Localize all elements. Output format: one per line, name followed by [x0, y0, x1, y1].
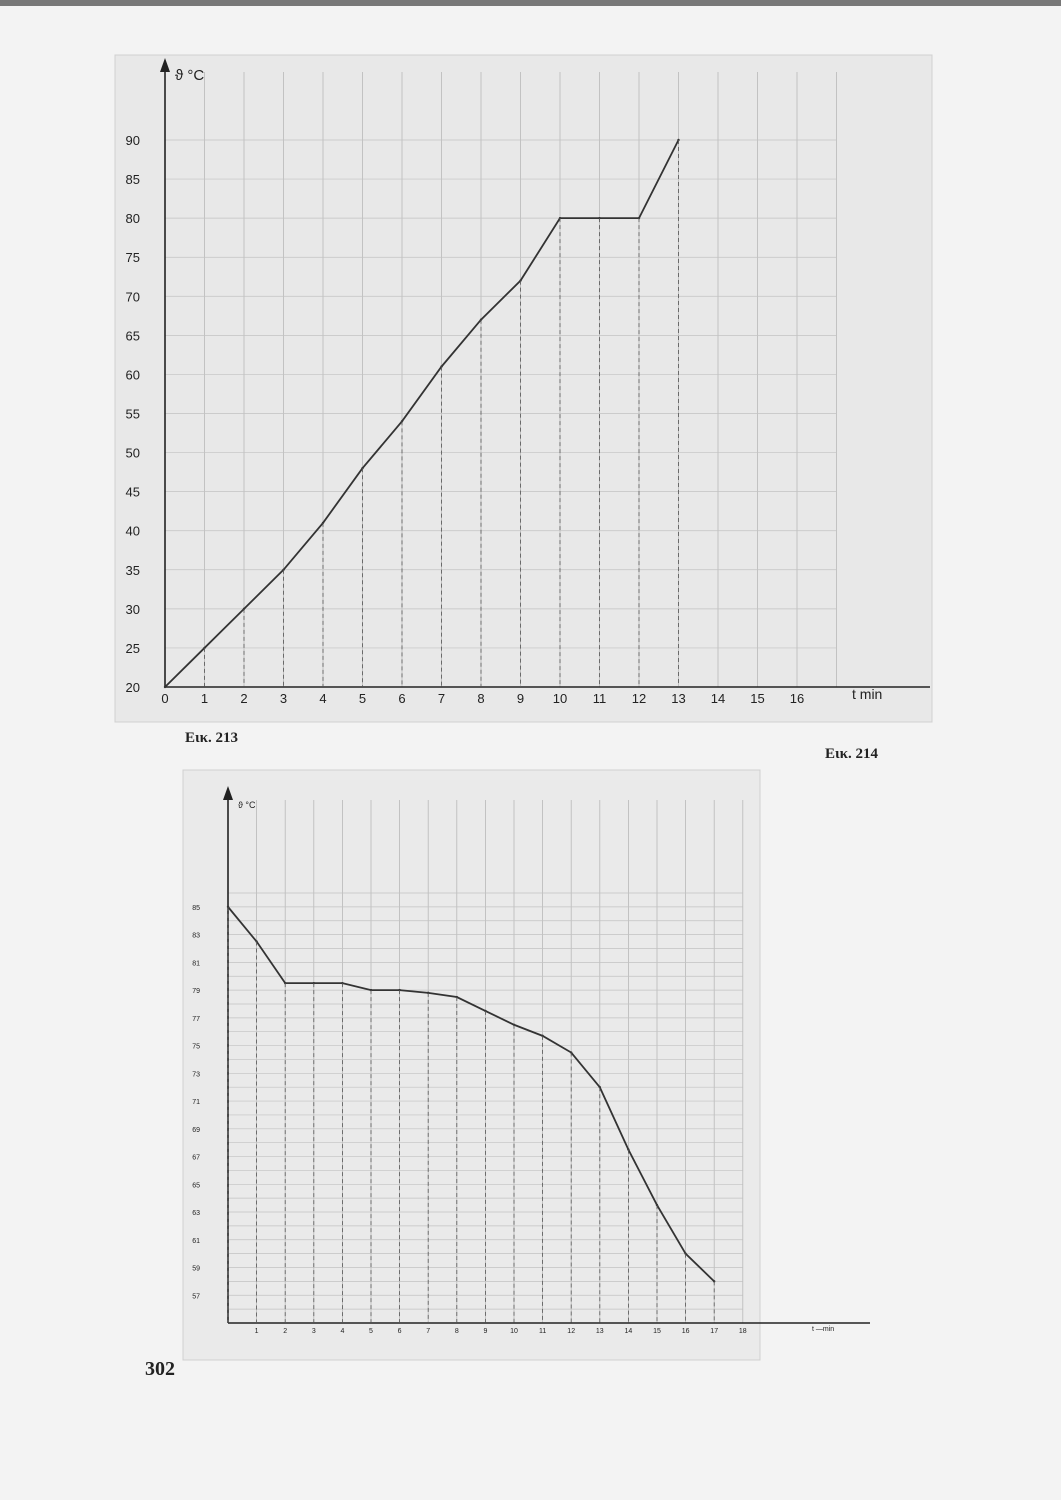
chart2-y-tick-label: 75 — [192, 1043, 200, 1051]
chart2-y-tick-label: 85 — [192, 904, 200, 912]
chart1-y-tick-label: 75 — [125, 250, 140, 266]
chart1-x-tick-label: 10 — [552, 691, 568, 706]
chart2-x-axis-label: t —min — [812, 1326, 835, 1333]
chart1-y-tick-label: 45 — [125, 484, 140, 500]
chart2-x-tick-label: 12 — [567, 1328, 576, 1335]
chart2-y-tick-label: 61 — [192, 1237, 200, 1245]
chart1-x-tick-label: 9 — [516, 691, 525, 706]
chart2-background — [183, 770, 760, 1360]
chart1-x-tick-label: 3 — [279, 691, 288, 706]
chart1-x-tick-label: 11 — [592, 691, 607, 706]
chart1-y-tick-label: 20 — [125, 680, 140, 695]
chart2-y-tick-label: 83 — [192, 932, 200, 940]
chart1-x-tick-label: 12 — [631, 691, 647, 706]
chart1-y-tick-label: 80 — [125, 211, 140, 227]
chart1-y-tick-label: 25 — [125, 640, 140, 656]
chart2-x-tick-label: 9 — [483, 1328, 488, 1335]
chart2-y-tick-label: 63 — [192, 1210, 200, 1218]
chart1-x-tick-label: 2 — [240, 691, 248, 706]
chart2-x-tick-label: 14 — [624, 1328, 633, 1335]
chart1-x-tick-label: 7 — [437, 691, 446, 706]
page-number: 302 — [145, 1358, 175, 1380]
chart1-y-tick-label: 35 — [125, 562, 140, 578]
chart2-y-tick-label: 67 — [192, 1154, 200, 1162]
chart1-y-tick-label: 65 — [125, 328, 140, 344]
chart2-y-tick-label: 57 — [192, 1293, 200, 1301]
chart2-x-tick-label: 18 — [738, 1328, 747, 1335]
chart1-y-tick-label: 60 — [125, 367, 140, 383]
chart2-y-tick-label: 79 — [192, 988, 200, 996]
chart1-y-tick-label: 85 — [125, 172, 140, 188]
chart1-y-tick-label: 40 — [125, 523, 140, 539]
chart1-x-tick-label: 0 — [161, 691, 169, 706]
caption-fig-214: Εικ. 214 — [825, 746, 878, 762]
chart1-x-tick-label: 1 — [200, 691, 209, 706]
chart1-x-tick-label: 14 — [710, 691, 726, 706]
caption-fig-213: Εικ. 213 — [185, 730, 238, 746]
chart1-x-tick-label: 6 — [398, 691, 406, 706]
chart1-x-axis-label: t min — [852, 686, 883, 702]
chart2-x-tick-label: 16 — [681, 1328, 690, 1335]
chart2-x-tick-label: 15 — [653, 1328, 661, 1335]
chart1-x-tick-label: 4 — [319, 691, 327, 706]
chart2-x-tick-label: 3 — [311, 1328, 316, 1335]
chart1-y-axis-label: ϑ °C — [175, 67, 205, 84]
chart1-y-tick-label: 90 — [125, 133, 140, 148]
chart2-x-tick-label: 4 — [340, 1328, 345, 1335]
chart2-x-tick-label: 5 — [369, 1328, 373, 1335]
chart2-x-tick-label: 2 — [283, 1328, 288, 1335]
chart2-y-axis-label: ϑ °C — [238, 800, 256, 810]
chart2-y-tick-label: 65 — [192, 1182, 200, 1190]
chart2-x-tick-label: 1 — [254, 1328, 259, 1335]
chart2-x-tick-label: 13 — [595, 1328, 604, 1335]
chart2-x-tick-label: 8 — [454, 1328, 459, 1335]
chart2-x-tick-label: 17 — [710, 1328, 719, 1335]
chart1-y-tick-label: 70 — [125, 289, 140, 305]
chart2-y-tick-label: 77 — [192, 1015, 200, 1023]
chart2-y-tick-label: 69 — [192, 1126, 200, 1134]
chart1-x-tick-label: 16 — [789, 691, 805, 706]
chart2-x-tick-label: 11 — [538, 1328, 547, 1335]
chart1-y-tick-label: 55 — [125, 406, 140, 422]
chart1-background — [115, 55, 932, 722]
chart1-y-tick-label: 30 — [125, 601, 140, 617]
chart2-x-tick-label: 6 — [397, 1328, 402, 1335]
chart2-y-tick-label: 73 — [192, 1071, 200, 1079]
chart2-x-tick-label: 10 — [510, 1328, 518, 1335]
chart1-y-tick-label: 50 — [125, 445, 140, 461]
chart1-x-tick-label: 15 — [750, 691, 765, 706]
chart1-x-tick-label: 5 — [358, 691, 367, 706]
chart1-x-tick-label: 8 — [477, 691, 485, 706]
chart1-x-tick-label: 13 — [671, 691, 686, 706]
chart2-x-tick-label: 7 — [426, 1328, 431, 1335]
chart2-y-tick-label: 59 — [192, 1265, 200, 1273]
chart2-y-tick-label: 81 — [192, 960, 200, 968]
chart2-y-tick-label: 71 — [192, 1099, 200, 1107]
